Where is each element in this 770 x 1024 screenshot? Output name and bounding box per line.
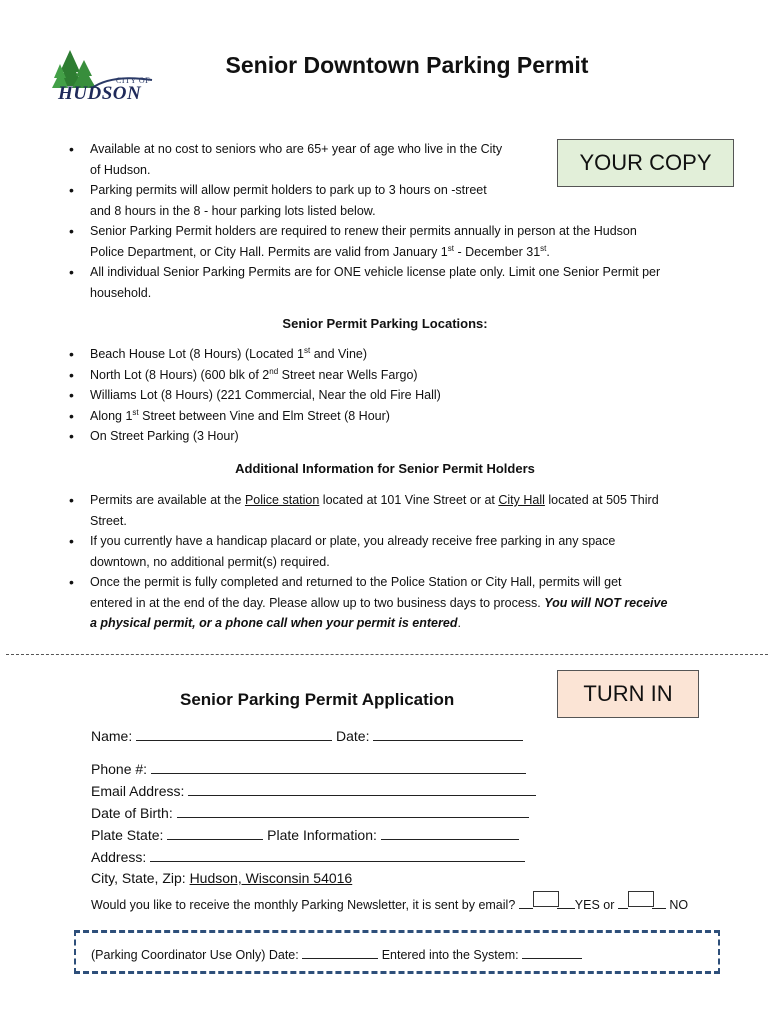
email-label: Email Address: — [91, 783, 185, 799]
locations-list — [62, 344, 742, 447]
yes-checkbox[interactable] — [533, 891, 559, 907]
no-underline — [652, 895, 666, 909]
csz-field[interactable]: Hudson, Wisconsin 54016 — [189, 870, 353, 886]
dob-label: Date of Birth: — [91, 805, 173, 821]
phone-row — [91, 760, 526, 777]
name-field[interactable] — [136, 727, 332, 741]
intro-list — [62, 139, 742, 303]
your-copy-label: YOUR COPY — [557, 139, 734, 187]
no-label: NO — [669, 898, 689, 912]
name-label: Name: — [91, 728, 133, 744]
list-item: • North Lot (8 Hours) (600 blk of 2nd Street near Wells Fargo) — [62, 365, 742, 386]
plate-state-label: Plate State: — [91, 827, 164, 843]
email-field[interactable] — [188, 782, 536, 796]
cut-line — [6, 654, 768, 655]
phone-label: Phone #: — [91, 761, 148, 777]
coordinator-date-label: (Parking Coordinator Use Only) Date: — [91, 948, 299, 962]
no-checkbox[interactable] — [628, 891, 654, 907]
list-item: • If you currently have a handicap placard or plate, you already receive free parking in any space downtown, no additional permit(s) required. — [62, 531, 742, 572]
date-label: Date: — [336, 728, 370, 744]
plate-row — [91, 826, 519, 843]
list-item: • Available at no cost to seniors who are 65+ year of age who live in the City of Hudson. — [62, 139, 742, 180]
list-item: • Parking permits will allow permit holders to park up to 3 hours on -street and 8 hours in the 8 - hour parking lots listed below. — [62, 180, 742, 221]
city-hall-link: City Hall — [498, 493, 545, 507]
plate-state-field[interactable] — [167, 826, 263, 840]
list-item: • Beach House Lot (8 Hours) (Located 1st and Vine) — [62, 344, 742, 365]
email-row — [91, 782, 536, 799]
list-item: • On Street Parking (3 Hour) — [62, 426, 742, 447]
logo-hudson: HUDSON — [58, 83, 142, 104]
list-item: • Williams Lot (8 Hours) (221 Commercial, Near the old Fire Hall) — [62, 385, 742, 406]
logo-city-of: CITY OF — [116, 76, 151, 85]
phone-field[interactable] — [151, 760, 526, 774]
address-label: Address: — [91, 849, 147, 865]
page-title: Senior Downtown Parking Permit — [225, 52, 589, 78]
locations-heading: Senior Permit Parking Locations: — [282, 316, 488, 331]
entered-label: Entered into the System: — [381, 948, 519, 962]
yes-underline — [557, 895, 575, 909]
name-date-row — [91, 727, 523, 744]
plate-info-label: Plate Information: — [267, 827, 377, 843]
list-item: • Permits are available at the Police station located at 101 Vine Street or at City Hall located at 505 Third Street. — [62, 490, 742, 531]
list-item: • Once the permit is fully completed and returned to the Police Station or City Hall, permits will get entered in at the end of the day. Please allow up to two business days to process. You will NOT receive a physical permit, or a phone call when your permit is entered. — [62, 572, 742, 634]
plate-info-field[interactable] — [381, 826, 519, 840]
list-item: • Senior Parking Permit holders are required to renew their permits annually in person at the Hudson Police Department, or City Hall. Permits are valid from January 1st - December 31st. — [62, 221, 742, 262]
address-field[interactable] — [150, 848, 525, 862]
list-item: • Along 1st Street between Vine and Elm Street (8 Hour) — [62, 406, 742, 427]
additional-heading: Additional Information for Senior Permit Holders — [235, 461, 535, 476]
newsletter-row — [91, 891, 688, 912]
date-field[interactable] — [373, 727, 523, 741]
newsletter-question: Would you like to receive the monthly Parking Newsletter, it is sent by email? — [91, 898, 516, 912]
dob-field[interactable] — [177, 804, 529, 818]
turn-in-label: TURN IN — [557, 670, 699, 718]
list-item: • All individual Senior Parking Permits are for ONE vehicle license plate only. Limit one Senior Permit per household. — [62, 262, 742, 303]
csz-label: City, State, Zip: — [91, 870, 186, 886]
coordinator-row — [91, 945, 582, 962]
address-row — [91, 848, 525, 865]
application-title: Senior Parking Permit Application — [180, 690, 455, 709]
police-station-link: Police station — [244, 493, 320, 507]
city-state-zip-row — [91, 870, 518, 886]
dob-row — [91, 804, 529, 821]
entered-field[interactable] — [522, 945, 582, 959]
additional-list — [62, 490, 742, 634]
no-blank — [618, 895, 628, 909]
coordinator-date-field[interactable] — [302, 945, 378, 959]
yes-blank — [519, 895, 533, 909]
yes-label: YES or — [574, 898, 615, 912]
